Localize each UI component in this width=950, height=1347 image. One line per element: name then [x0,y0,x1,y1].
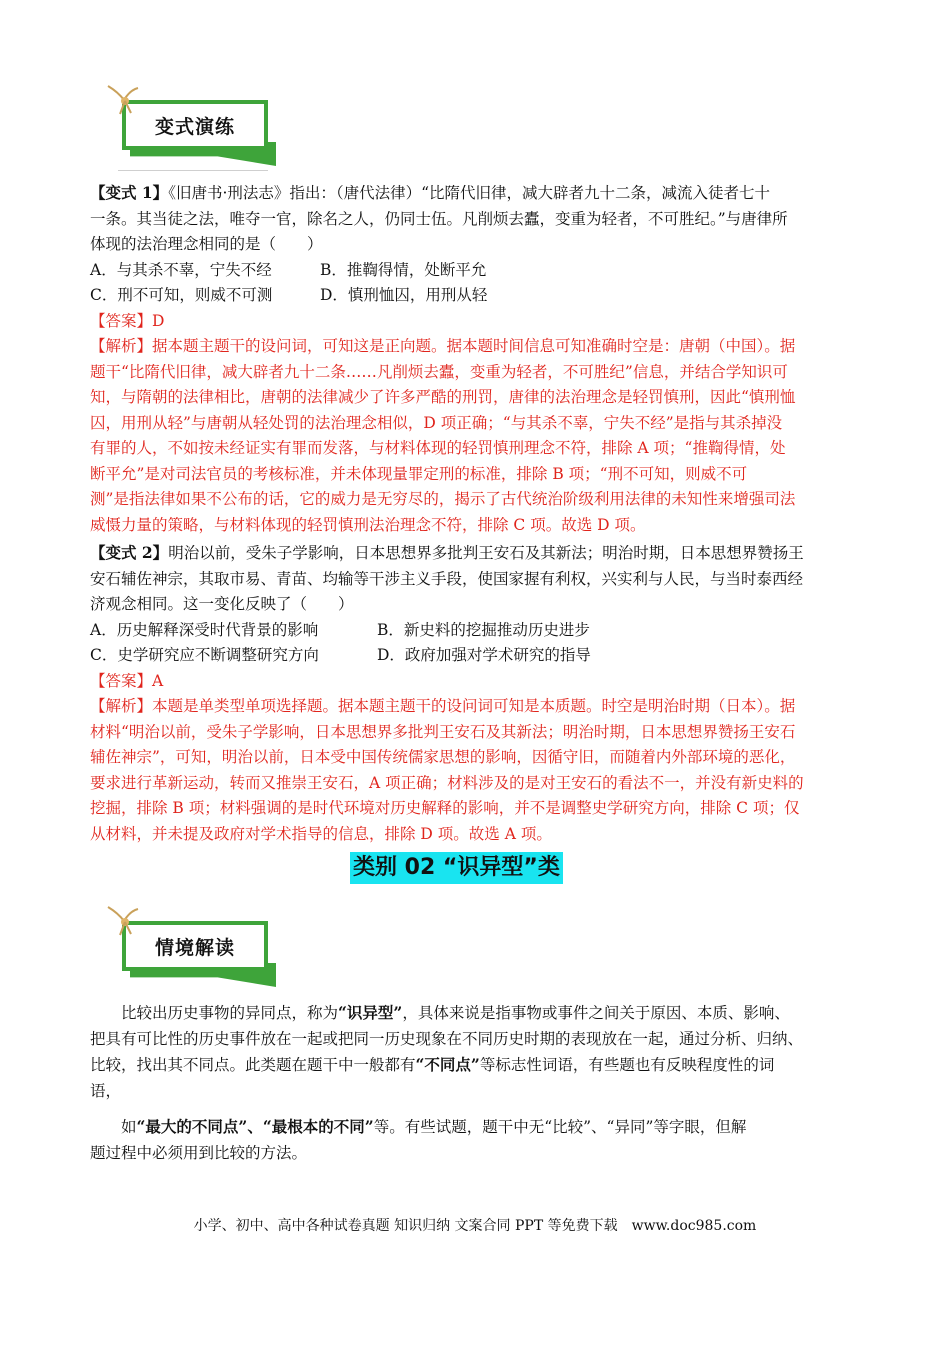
analysis-text: 要求进行革新运动，转而又推崇王安石，A 项正确；材料涉及的是对王安石的看法不一，并没有新史料的 [90,773,804,792]
context-keyword: “最大的不同点”、“最根本的不同” [136,1117,374,1136]
question-stem: 《旧唐书·刑法志》指出：（唐代法律）“比隋代旧律，减大辟者九十二条，减流入徒者七十 [168,184,771,202]
context-text: 比较出历史事物的异同点，称为 [121,1004,339,1022]
badge-label: 变式演练 [154,115,235,138]
analysis-text: 威慑力量的策略，与材料体现的轻罚慎刑法治理念不符，排除 C 项。故选 D 项。 [90,515,646,534]
ribbon-icon [104,903,144,943]
option-b: B．新史料的挖掘推动历史进步 [377,620,590,639]
question-2 [90,540,862,847]
analysis-text: 挖掘，排除 B 项；材料强调的是时代环境对历史解释的影响，并不是调整史学研究方向，排除 C 项；仅 [90,799,800,817]
context-section-badge [100,903,280,993]
context-text: 题过程中必须用到比较的方法。 [90,1144,308,1162]
question-tag: 【变式 2】 [90,543,169,562]
context-keyword: “识异型” [338,1003,403,1022]
context-text: 把具有可比性的历史事件放在一起或把同一历史现象在不同历史时期的表现放在一起，通过分析、归纳、 [90,1030,804,1048]
analysis-text: 题干“比隋代旧律，减大辟者九十二条……凡削烦去蠹，变重为轻者，不可胜纪”信息，并结合学知识可 [90,362,788,381]
answer-value: A [152,671,164,690]
context-text: ，具体来说是指事物或事件之间关于原因、本质、影响、 [402,1004,790,1022]
analysis-text: 据本题主题干的设问词，可知这是正向题。据本题时间信息可知准确时空是：唐朝（中国）。据 [152,337,796,355]
question-stem: 体现的法治理念相同的是（ ） [90,235,323,253]
option-d: D．慎刑恤囚，用刑从轻 [320,286,488,304]
practice-section-badge [100,82,280,172]
context-text: 语， [90,1082,122,1100]
answer-tag: 【答案】 [90,671,153,690]
analysis-text: 断平允”是对司法官员的考核标准，并未体现量罪定刑的标准，排除 B 项；“刑不可知，则威不可 [90,464,748,483]
question-stem: 明治以前，受朱子学影响，日本思想界多批判王安石及其新法；明治时期，日本思想界赞扬王 [168,544,804,562]
context-text: 等标志性词语，有些题也有反映程度性的词 [479,1056,775,1074]
analysis-tag: 【解析】 [90,697,153,715]
analysis-text: 有罪的人，不如按未经证实有罪而发落，与材料体现的轻罚慎刑理念不符，排除 A 项；“推鞫得情，处 [90,439,786,457]
question-stem: 安石辅佐神宗，其取市易、青苗、均输等干涉主义手段，使国家握有利权，兴实利与人民，与当时泰西经 [90,569,804,588]
analysis-tag: 【解析】 [90,337,153,355]
question-stem: 济观念相同。这一变化反映了（ ） [90,595,354,613]
analysis-text: 本题是单类型单项选择题。据本题主题干的设问词可知是本质题。时空是明治时期（日本）。据 [152,697,796,715]
option-c: C．史学研究应不断调整研究方向 [90,646,319,664]
question-tag: 【变式 1】 [90,183,169,202]
question-stem: 一条。其当徒之法，唯夺一官，除名之人，仍同士伍。凡削烦去蠹，变重为轻者，不可胜纪。”与唐律所 [90,209,788,228]
analysis-text: 辅佐神宗”，可知，明治以前，日本受中国传统儒家思想的影响，因循守旧，而随着内外部环境的恶化， [90,748,796,766]
answer-tag: 【答案】 [90,311,153,330]
analysis-text: 知，与隋朝的法律相比，唐朝的法律减少了许多严酷的刑罚，唐律的法治理念是轻罚慎刑，因此“慎刑恤 [90,388,796,406]
context-text: 比较，找出其不同点。此类题在题干中一般都有 [90,1056,416,1074]
badge-divider [118,170,268,171]
option-a: A．与其杀不辜，宁失不经 [90,260,272,279]
context-paragraph-2 [90,1114,862,1166]
context-text: 等。有些试题，题干中无“比较”、“异同”等字眼，但解 [373,1118,747,1136]
context-text: 如 [121,1118,137,1136]
category-title: 类别 02 “识异型”类 [350,852,563,884]
answer-value: D [152,311,165,330]
analysis-text: 测”是指法律如果不公布的话，它的威力是无穷尽的，揭示了古代统治阶级利用法律的未知性来增强司法 [90,490,796,508]
analysis-text: 从材料，并未提及政府对学术指导的信息，排除 D 项。故选 A 项。 [90,824,552,843]
page-footer: 小学、初中、高中各种试卷真题 知识归纳 文案合同 PPT 等免费下载 www.doc985.com [193,1218,757,1234]
option-c: C．刑不可知，则威不可测 [90,286,273,304]
ribbon-icon [104,82,144,122]
option-b: B．推鞫得情，处断平允 [320,260,487,279]
analysis-text: 囚，用刑从轻”与唐朝从轻处罚的法治理念相似，D 项正确；“与其杀不辜，宁失不经”是指与其杀掉没 [90,413,783,432]
context-paragraph-1 [90,1000,862,1104]
context-keyword: “不同点” [415,1055,480,1074]
analysis-text: 材料“明治以前，受朱子学影响，日本思想界多批判王安石及其新法；明治时期，日本思想界赞扬王安石 [90,722,796,741]
option-d: D．政府加强对学术研究的指导 [377,646,591,664]
question-1 [90,180,862,538]
badge-label: 情境解读 [154,936,235,959]
option-a: A．历史解释深受时代背景的影响 [90,620,319,639]
